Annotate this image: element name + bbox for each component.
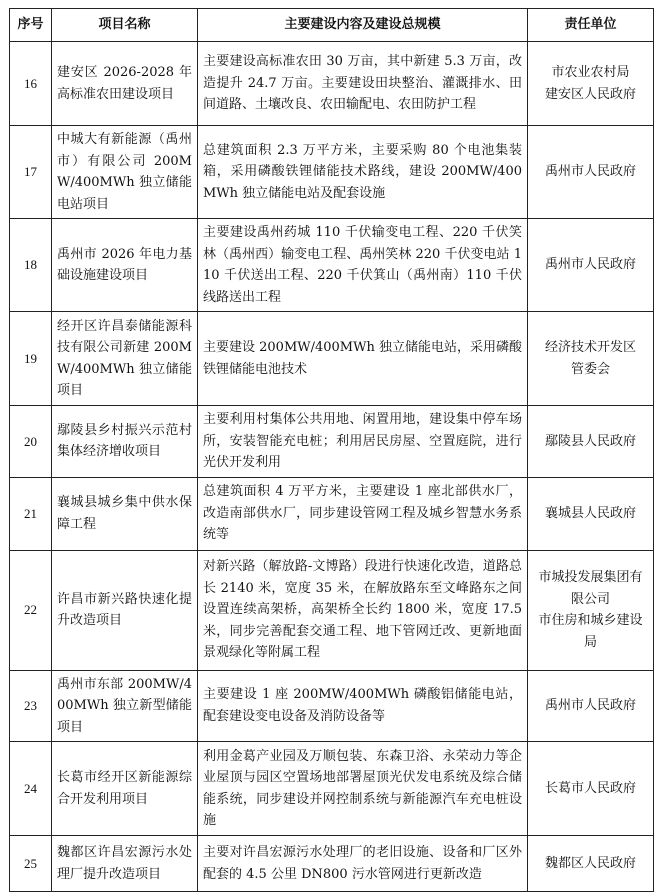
row-name: 禹州市东部 200MW/400MWh 独立新型储能项目	[52, 670, 198, 742]
table-row	[10, 219, 654, 312]
header-name: 项目名称	[52, 9, 198, 42]
row-unit: 经济技术开发区 管委会	[528, 312, 654, 406]
row-no: 20	[10, 406, 52, 478]
row-unit: 襄城县人民政府	[528, 477, 654, 550]
row-content: 主要建设 1 座 200MW/400MWh 磷酸铝储能电站，配套建设变电设备及消防设备等	[198, 670, 528, 742]
table-row	[10, 312, 654, 406]
header-unit: 责任单位	[528, 9, 654, 42]
row-no: 23	[10, 670, 52, 742]
row-unit: 禹州市人民政府	[528, 670, 654, 742]
row-name: 长葛市经开区新能源综合开发利用项目	[52, 742, 198, 836]
row-no: 24	[10, 742, 52, 836]
row-unit: 禹州市人民政府	[528, 219, 654, 312]
row-name: 许昌市新兴路快速化提升改造项目	[52, 550, 198, 670]
row-name: 鄢陵县乡村振兴示范村集体经济增收项目	[52, 406, 198, 478]
header-content: 主要建设内容及建设总规模	[198, 9, 528, 42]
row-unit: 长葛市人民政府	[528, 742, 654, 836]
header-no: 序号	[10, 9, 52, 42]
row-no: 18	[10, 219, 52, 312]
row-unit: 禹州市人民政府	[528, 126, 654, 219]
row-name: 襄城县城乡集中供水保障工程	[52, 477, 198, 550]
row-unit: 魏都区人民政府	[528, 836, 654, 892]
row-name: 建安区 2026-2028 年高标准农田建设项目	[52, 42, 198, 126]
table-row	[10, 406, 654, 478]
row-content: 主要建设禹州药城 110 千伏输变电工程、220 千伏笑林（禹州西）输变电工程、禹州笑林 220 千伏变电站 110 千伏送出工程、220 千伏箕山（禹州南）110 千伏线路送出工程	[198, 219, 528, 312]
row-no: 25	[10, 836, 52, 892]
row-name: 经开区许昌泰储能源科技有限公司新建 200MW/400MWh 独立储能项目	[52, 312, 198, 406]
row-name: 中城大有新能源（禹州市）有限公司 200MW/400MWh 独立储能电站项目	[52, 126, 198, 219]
row-content: 总建筑面积 4 万平方米，主要建设 1 座北部供水厂，改造南部供水厂，同步建设管网工程及城乡智慧水务系统等	[198, 477, 528, 550]
row-content: 对新兴路（解放路-文博路）段进行快速化改造，道路总长 2140 米，宽度 35 米，在解放路东至文峰路东之间设置连续高架桥，高架桥全长约 1800 米，宽度 17.5 米，同步完善配套交通工程、地下管网迁改、更新地面景观绿化等附属工程	[198, 550, 528, 670]
row-name: 禹州市 2026 年电力基础设施建设项目	[52, 219, 198, 312]
row-content: 总建筑面积 2.3 万平方米，主要采购 80 个电池集装箱，采用磷酸铁锂储能技术路线，建设 200MW/400MWh 独立储能电站及配套设施	[198, 126, 528, 219]
row-no: 17	[10, 126, 52, 219]
row-unit: 市农业农村局 建安区人民政府	[528, 42, 654, 126]
row-name: 魏都区许昌宏源污水处理厂提升改造项目	[52, 836, 198, 892]
table-header-row	[10, 9, 654, 42]
row-content: 主要建设 200MW/400MWh 独立储能电站，采用磷酸铁锂储能电池技术	[198, 312, 528, 406]
table-row	[10, 550, 654, 670]
table-row	[10, 477, 654, 550]
table-row	[10, 670, 654, 742]
table-row	[10, 126, 654, 219]
row-content: 利用金葛产业园及万顺包装、东森卫浴、永荣动力等企业屋顶与园区空置场地部署屋顶光伏发电系统及综合储能系统，同步建设并网控制系统与新能源汽车充电桩设施	[198, 742, 528, 836]
table-row	[10, 836, 654, 892]
row-no: 16	[10, 42, 52, 126]
row-unit: 鄢陵县人民政府	[528, 406, 654, 478]
row-no: 22	[10, 550, 52, 670]
row-content: 主要利用村集体公共用地、闲置用地，建设集中停车场所，安装智能充电桩；利用居民房屋、空置庭院，进行光伏开发利用	[198, 406, 528, 478]
project-table	[9, 8, 654, 892]
table-row	[10, 742, 654, 836]
row-content: 主要建设高标准农田 30 万亩，其中新建 5.3 万亩，改造提升 24.7 万亩。主要建设田块整治、灌溉排水、田间道路、土壤改良、农田输配电、农田防护工程	[198, 42, 528, 126]
row-no: 21	[10, 477, 52, 550]
row-unit: 市城投发展集团有限公司 市住房和城乡建设局	[528, 550, 654, 670]
table-row	[10, 42, 654, 126]
row-content: 主要对许昌宏源污水处理厂的老旧设施、设备和厂区外配套的 4.5 公里 DN800 污水管网进行更新改造	[198, 836, 528, 892]
row-no: 19	[10, 312, 52, 406]
